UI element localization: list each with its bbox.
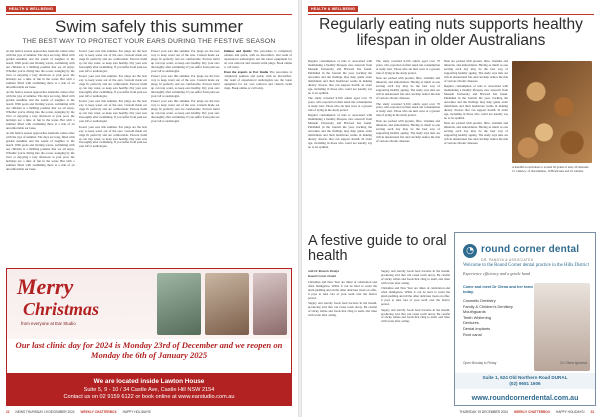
article-column: Painless and Quick: The procedure is completely painless and quick, with no discomfort. Our team of experienced audiologists use the latest equipment for ear wax removal and custom swim plugs. Book online or call today. Treat the experts at Ear Studio The procedure is completely painless and quick, with no discomfort. Our team of experienced audiologists use the latest equipment for ear wax removal and custom swim plugs. Book online or call today. [223, 50, 292, 91]
folio-sub: HAPPY HOLIDAYS! [122, 410, 152, 414]
article-column: Nuts are packed with protein, fibre, vitamins and minerals, and antioxidants. Having as much as one serving each day may be the best way of supporting healthy ageing. The study says nuts are rich in unsaturated fats and can help reduce the risk of various chronic diseases. Regular consumption of nuts is associated with maintaining a healthy lifespan, new research from Monash University and Harvard has found. Published in the Journal the year, tracking the outcomes and the findings may help guide older individuals and their healthcare teams in making dietary choices that can support health. In older age, including in those who could not usually say no to be optimal. Nuts are packed with protein, fibre, vitamins and minerals, and antioxidants. Having as much as one serving each day may be the best way of supporting healthy ageing. The study says nuts are rich in unsaturated fats and can help reduce the risk of various chronic diseases. [444, 60, 508, 146]
article-column: Sugary and starchy foods feed bacteria in the mouth, producing acid that can cause tooth decay. Be careful of sticky lollies and foods that cling to teeth, and rinse with water after eating. Christmas and New Year are times of celebration and often indulgence. While it can be hard to resist the plum pudding and all the other delicious treats on offer, it pays to take care of your teeth over the festive period. Sugary and starchy foods feed bacteria in the mouth, producing acid that can cause tooth decay. Be careful of sticky lollies and foods that cling to teeth, and rinse with water after eating. [381, 270, 450, 324]
opening-hours: Open Monday to Friday [463, 361, 497, 365]
article-column: Protect your ears this summer. Ear plugs are the best way to keep water out of the ears. Custom made ear plugs fit perfectly and are comfortable. Earwax build up can trap water, so keep ears healthy. Dry your ears thoroughly after swimming. If you suffer from pain see your GP or audiologist. Protect your ears this summer. Ear plugs are the best way to keep water out of the ears. Custom made ear plugs fit perfectly and are comfortable. Earwax build up can trap water, so keep ears healthy. Dry your ears thoroughly after swimming. If you suffer from pain see your GP or audiologist. Protect your ears this summer. Ear plugs are the best way to keep water out of the ears. Custom made ear plugs fit perfectly and are comfortable. Earwax build up can trap water, so keep ears healthy. Dry your ears thoroughly after swimming. If you suffer from pain see your GP or audiologist. Protect your ears this summer. Ear plugs are the best way to keep water out of the ears. Custom made ear plugs fit perfectly and are comfortable. Earwax build up can trap water, so keep ears healthy. Dry your ears thoroughly after swimming. If you suffer from pain see your GP or audiologist. [78, 50, 147, 149]
section-rule [308, 14, 594, 15]
article-column: As the festive season approaches Australia comes alive with the joys of summer. The days are long, filled with golden sunshine and the sound of laughter at the beach. With pools and inviting waves, swimming with our children is a thrilling pastime that we all enjoy. Whether you're diving into the ocean, lounging by the river or enjoying a lazy afternoon at your pool, the holidays are a time of fun in the water. But with a summer filled with swimming there is a risk of an uncomfortable ear issue. As the festive season approaches Australia comes alive with the joys of summer. The days are long, filled with golden sunshine and the sound of laughter at the beach. With pools and inviting waves, swimming with our children is a thrilling pastime that we all enjoy. Whether you're diving into the ocean, lounging by the river or enjoying a lazy afternoon at your pool, the holidays are a time of fun in the water. But with a summer filled with swimming there is a risk of an uncomfortable ear issue. As the festive season approaches Australia comes alive with the joys of summer. The days are long, filled with golden sunshine and the sound of laughter at the beach. With pools and inviting waves, swimming with our children is a thrilling pastime that we all enjoy. Whether you're diving into the ocean, lounging by the river or enjoying a lazy afternoon at your pool, the holidays are a time of fun in the water. But with a summer filled with swimming there is a risk of an uncomfortable ear issue. [6, 50, 75, 171]
tooth-icon: ◔ [463, 244, 477, 258]
dental-welcome: Welcome to the Round Corner dental practice in the Hills District Experience efficiency and a gentle hand [463, 263, 589, 276]
folio-paper: WEEKLY CHATTERBOX [80, 410, 117, 414]
christmas-ad [6, 268, 292, 406]
photo-caption: A handful is equivalent to around 30 grams of nuts, 20 almonds, 15 cashews, 15 macadamias, 10 Brazil nuts and 10 walnuts. [512, 165, 590, 173]
article-subhead: THE BEST WAY TO PROTECT YOUR EARS DURING THE FESTIVE SEASON [22, 38, 276, 45]
section-tag: HEALTH & WELLBEING [308, 6, 358, 12]
dental-ad [454, 232, 596, 406]
article-column: with Dr Ramesh Pandya Round Corner Dental Christmas and New Year are times of celebration and often indulgence. While it can be hard to resist the plum pudding and all the other delicious treats on offer, it pays to take care of your teeth over the festive period. Sugary and starchy foods feed bacteria in the mouth, producing acid that can cause tooth decay. Be careful of sticky lollies and foods that cling to teeth, and rinse with water after eating. [308, 270, 377, 318]
oral-health-headline: A festive guide to oral health [308, 233, 447, 265]
page-number: 22 [6, 410, 10, 414]
dental-brand-sub: DR. PANDYA & ASSOCIATES [481, 258, 534, 262]
article-columns [308, 60, 508, 230]
staff-photo [157, 273, 201, 335]
ad-banner [7, 269, 291, 339]
byline: with Dr Ramesh Pandya [308, 270, 340, 273]
dentist-photo [534, 283, 590, 371]
folio-sub: HAPPY HOLIDAYS! [556, 410, 585, 414]
page-number: 23 [590, 410, 594, 414]
byline-clinic: Round Corner Dental [308, 274, 336, 279]
dental-services: Come and meet Dr Olena and her team today. Cosmetic Dentistry Family & Children's Dentistry Mouthguards Teeth Whitening Dentures Dental Implants Root canal [463, 285, 533, 337]
dental-address: Suite 1, 624 Old Northern Road DURAL (02) 9651 1606 [455, 373, 595, 389]
section-rule [6, 14, 292, 15]
folio-date: THURSDAY 19 DECEMBER 2024 [459, 410, 508, 414]
page-folio [6, 410, 151, 414]
clinic-dates: Our last clinic day for 2024 is Monday 23rd of December and we reopen on Monday the 6th of January 2025 [15, 340, 283, 360]
section-tag: HEALTH & WELLBEING [6, 6, 56, 12]
page-folio [459, 410, 594, 414]
oral-health-columns [308, 270, 450, 406]
staff-photo [205, 273, 249, 335]
article-headline: Swim safely this summer [55, 17, 243, 36]
folio-date: NEWS THURSDAY 19 DECEMBER 2024 [15, 410, 75, 414]
article-column: The study revealed 9,916 adults aged over 70 years, who reported on their usual nut consumption at study start. Those who ate nuts were at a greater risk of dying in the study period. Nuts are packed with protein, fibre, vitamins and minerals, and antioxidants. Having as much as one serving each day may be the best way of supporting healthy ageing. The study says nuts are rich in unsaturated fats and can help reduce the risk of various chronic diseases. The study revealed 9,916 adults aged over 70 years, who reported on their usual nut consumption at study start. Those who ate nuts were at a greater risk of dying in the study period. Nuts are packed with protein, fibre, vitamins and minerals, and antioxidants. Having as much as one serving each day may be the best way of supporting healthy ageing. The study says nuts are rich in unsaturated fats and can help reduce the risk of various chronic diseases. [376, 60, 440, 143]
folio-paper: WEEKLY CHATTERBOX [513, 410, 551, 414]
article-column: Regular consumption of nuts is associated with maintaining a healthy lifespan, new research from Monash University and Harvard has found. Published in the Journal the year, tracking the outcomes and the findings may help guide older individuals and their healthcare teams in making dietary choices that can support health. In older age, including in those who could not usually say no to be optimal. The study revealed 9,916 adults aged over 70 years, who reported on their usual nut consumption at study start. Those who ate nuts were at a greater risk of dying in the study period. Regular consumption of nuts is associated with maintaining a healthy lifespan, new research from Monash University and Harvard has found. Published in the Journal the year, tracking the outcomes and the findings may help guide older individuals and their healthcare teams in making dietary choices that can support health. In older age, including in those who could not usually say no to be optimal. [308, 60, 372, 150]
nuts-photo [512, 61, 592, 163]
ad-subtitle: from everyone at Ear Studio [21, 321, 76, 326]
dentist-name: Dr. Olena Ignatova [560, 361, 587, 365]
article-headline: Regularly eating nuts supports healthy lifespan in older Australians [319, 16, 583, 50]
article-column: Protect your ears this summer. Ear plugs are the best way to keep water out of the ears. Custom made ear plugs fit perfectly and are comfortable. Earwax build up can trap water, so keep ears healthy. Dry your ears thoroughly after swimming. If you suffer from pain see your GP or audiologist. Protect your ears this summer. Ear plugs are the best way to keep water out of the ears. Custom made ear plugs fit perfectly and are comfortable. Earwax build up can trap water, so keep ears healthy. Dry your ears thoroughly after swimming. If you suffer from pain see your GP or audiologist. Protect your ears this summer. Ear plugs are the best way to keep water out of the ears. Custom made ear plugs fit perfectly and are comfortable. Earwax build up can trap water, so keep ears healthy. Dry your ears thoroughly after swimming. If you suffer from pain see your GP or audiologist. [151, 50, 220, 124]
dental-logo [463, 239, 579, 262]
right-page [302, 0, 600, 417]
left-page [0, 0, 298, 417]
ad-contact-bar: We are located inside Lawton House Suite 5, 9 - 10 / 34 Castle Ave, Castle Hill NSW 2154 Contact us on 02 9159 6122 or book online at www.earstudio.com.au [7, 373, 291, 406]
staff-photo [253, 273, 287, 335]
dental-website[interactable]: www.roundcornerdental.com.au [471, 395, 579, 402]
ad-title: Merry Christmas [17, 274, 100, 319]
dental-brand: round corner dental [481, 244, 580, 255]
article-columns [6, 50, 292, 262]
